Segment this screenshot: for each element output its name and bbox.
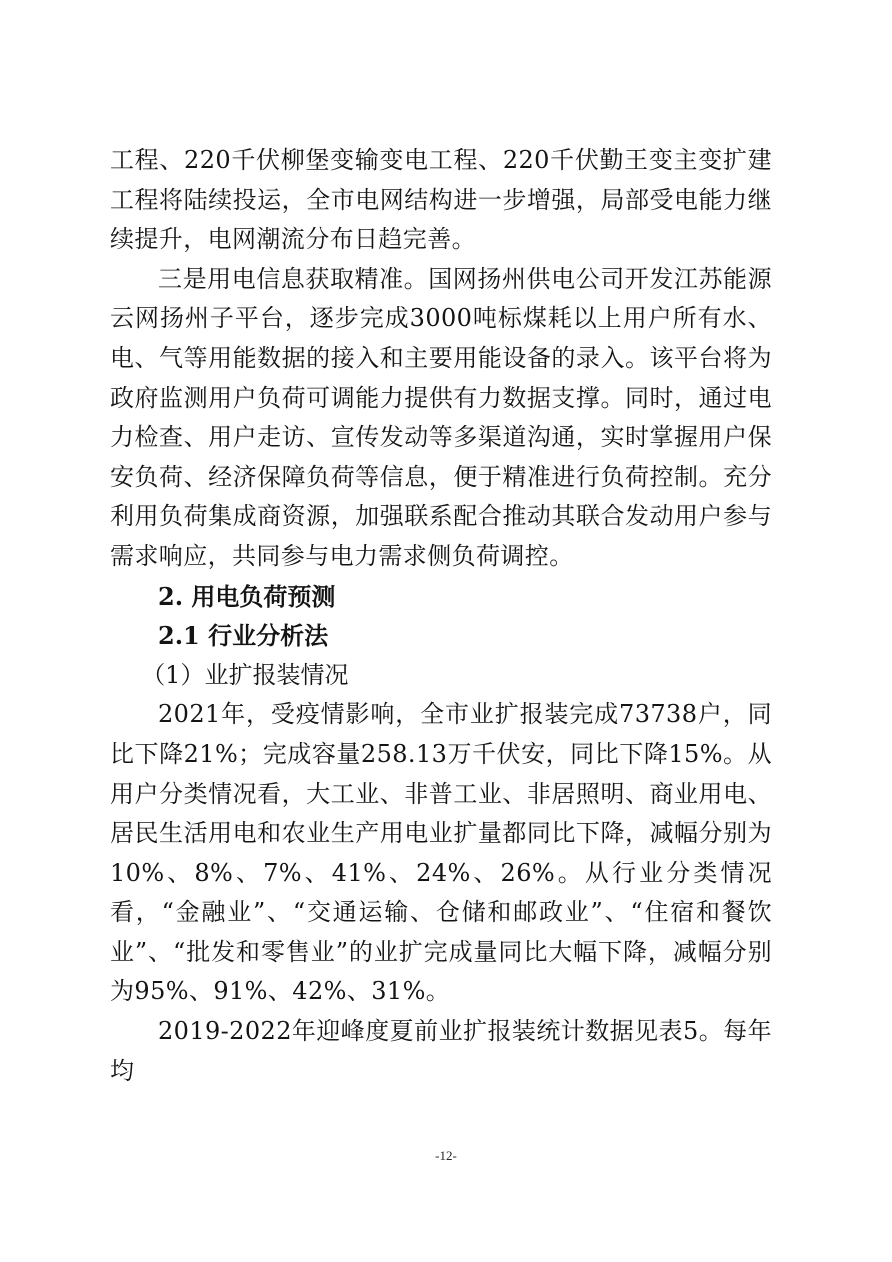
- paragraph-table-reference: 2019-2022年迎峰度夏前业扩报装统计数据见表5。每年均: [110, 1017, 772, 1085]
- section-heading-load-forecast: 2. 用电负荷预测: [158, 581, 336, 611]
- subsection-heading-industry-analysis: 2.1 行业分析法: [158, 621, 329, 651]
- paragraph-power-info: 三是用电信息获取精准。国网扬州供电公司开发江苏能源云网扬州子平台，逐步完成3000吨标煤耗以上用户所有水、电、气等用能数据的接入和主要用能设备的录入。该平台将为政府监测用户负荷可调能力提供有力数据支撑。同时，通过电力检查、用户走访、宣传发动等多渠道沟通，实时掌握用户保安负荷、经济保障负荷等信息，便于精准进行负荷控制。充分利用负荷集成商资源，加强联系配合推动其联合发动用户参与需求响应，共同参与电力需求侧负荷调控。: [110, 264, 772, 570]
- item-heading-business-expansion: （1）业扩报装情况: [141, 660, 349, 689]
- page-number: -12-: [435, 1148, 457, 1163]
- paragraph-grid-projects: 工程、220千伏柳堡变输变电工程、220千伏勤王变主变扩建工程将陆续投运，全市电网结构进一步增强，局部受电能力继续提升，电网潮流分布日趋完善。: [110, 146, 772, 254]
- document-body: [110, 141, 772, 1091]
- paragraph-expansion-2021: 2021年，受疫情影响，全市业扩报装完成73738户，同比下降21%；完成容量258.13万千伏安，同比下降15%。从用户分类情况看，大工业、非普工业、非居照明、商业用电、居民生活用电和农业生产用电业扩量都同比下降，减幅分别为10%、8%、7%、41%、24%、26%。从行业分类情况看，“金融业”、“交通运输、仓储和邮政业”、“住宿和餐饮业”、“批发和零售业”的业扩完成量同比大幅下降，减幅分别为95%、91%、42%、31%。: [110, 700, 772, 1006]
